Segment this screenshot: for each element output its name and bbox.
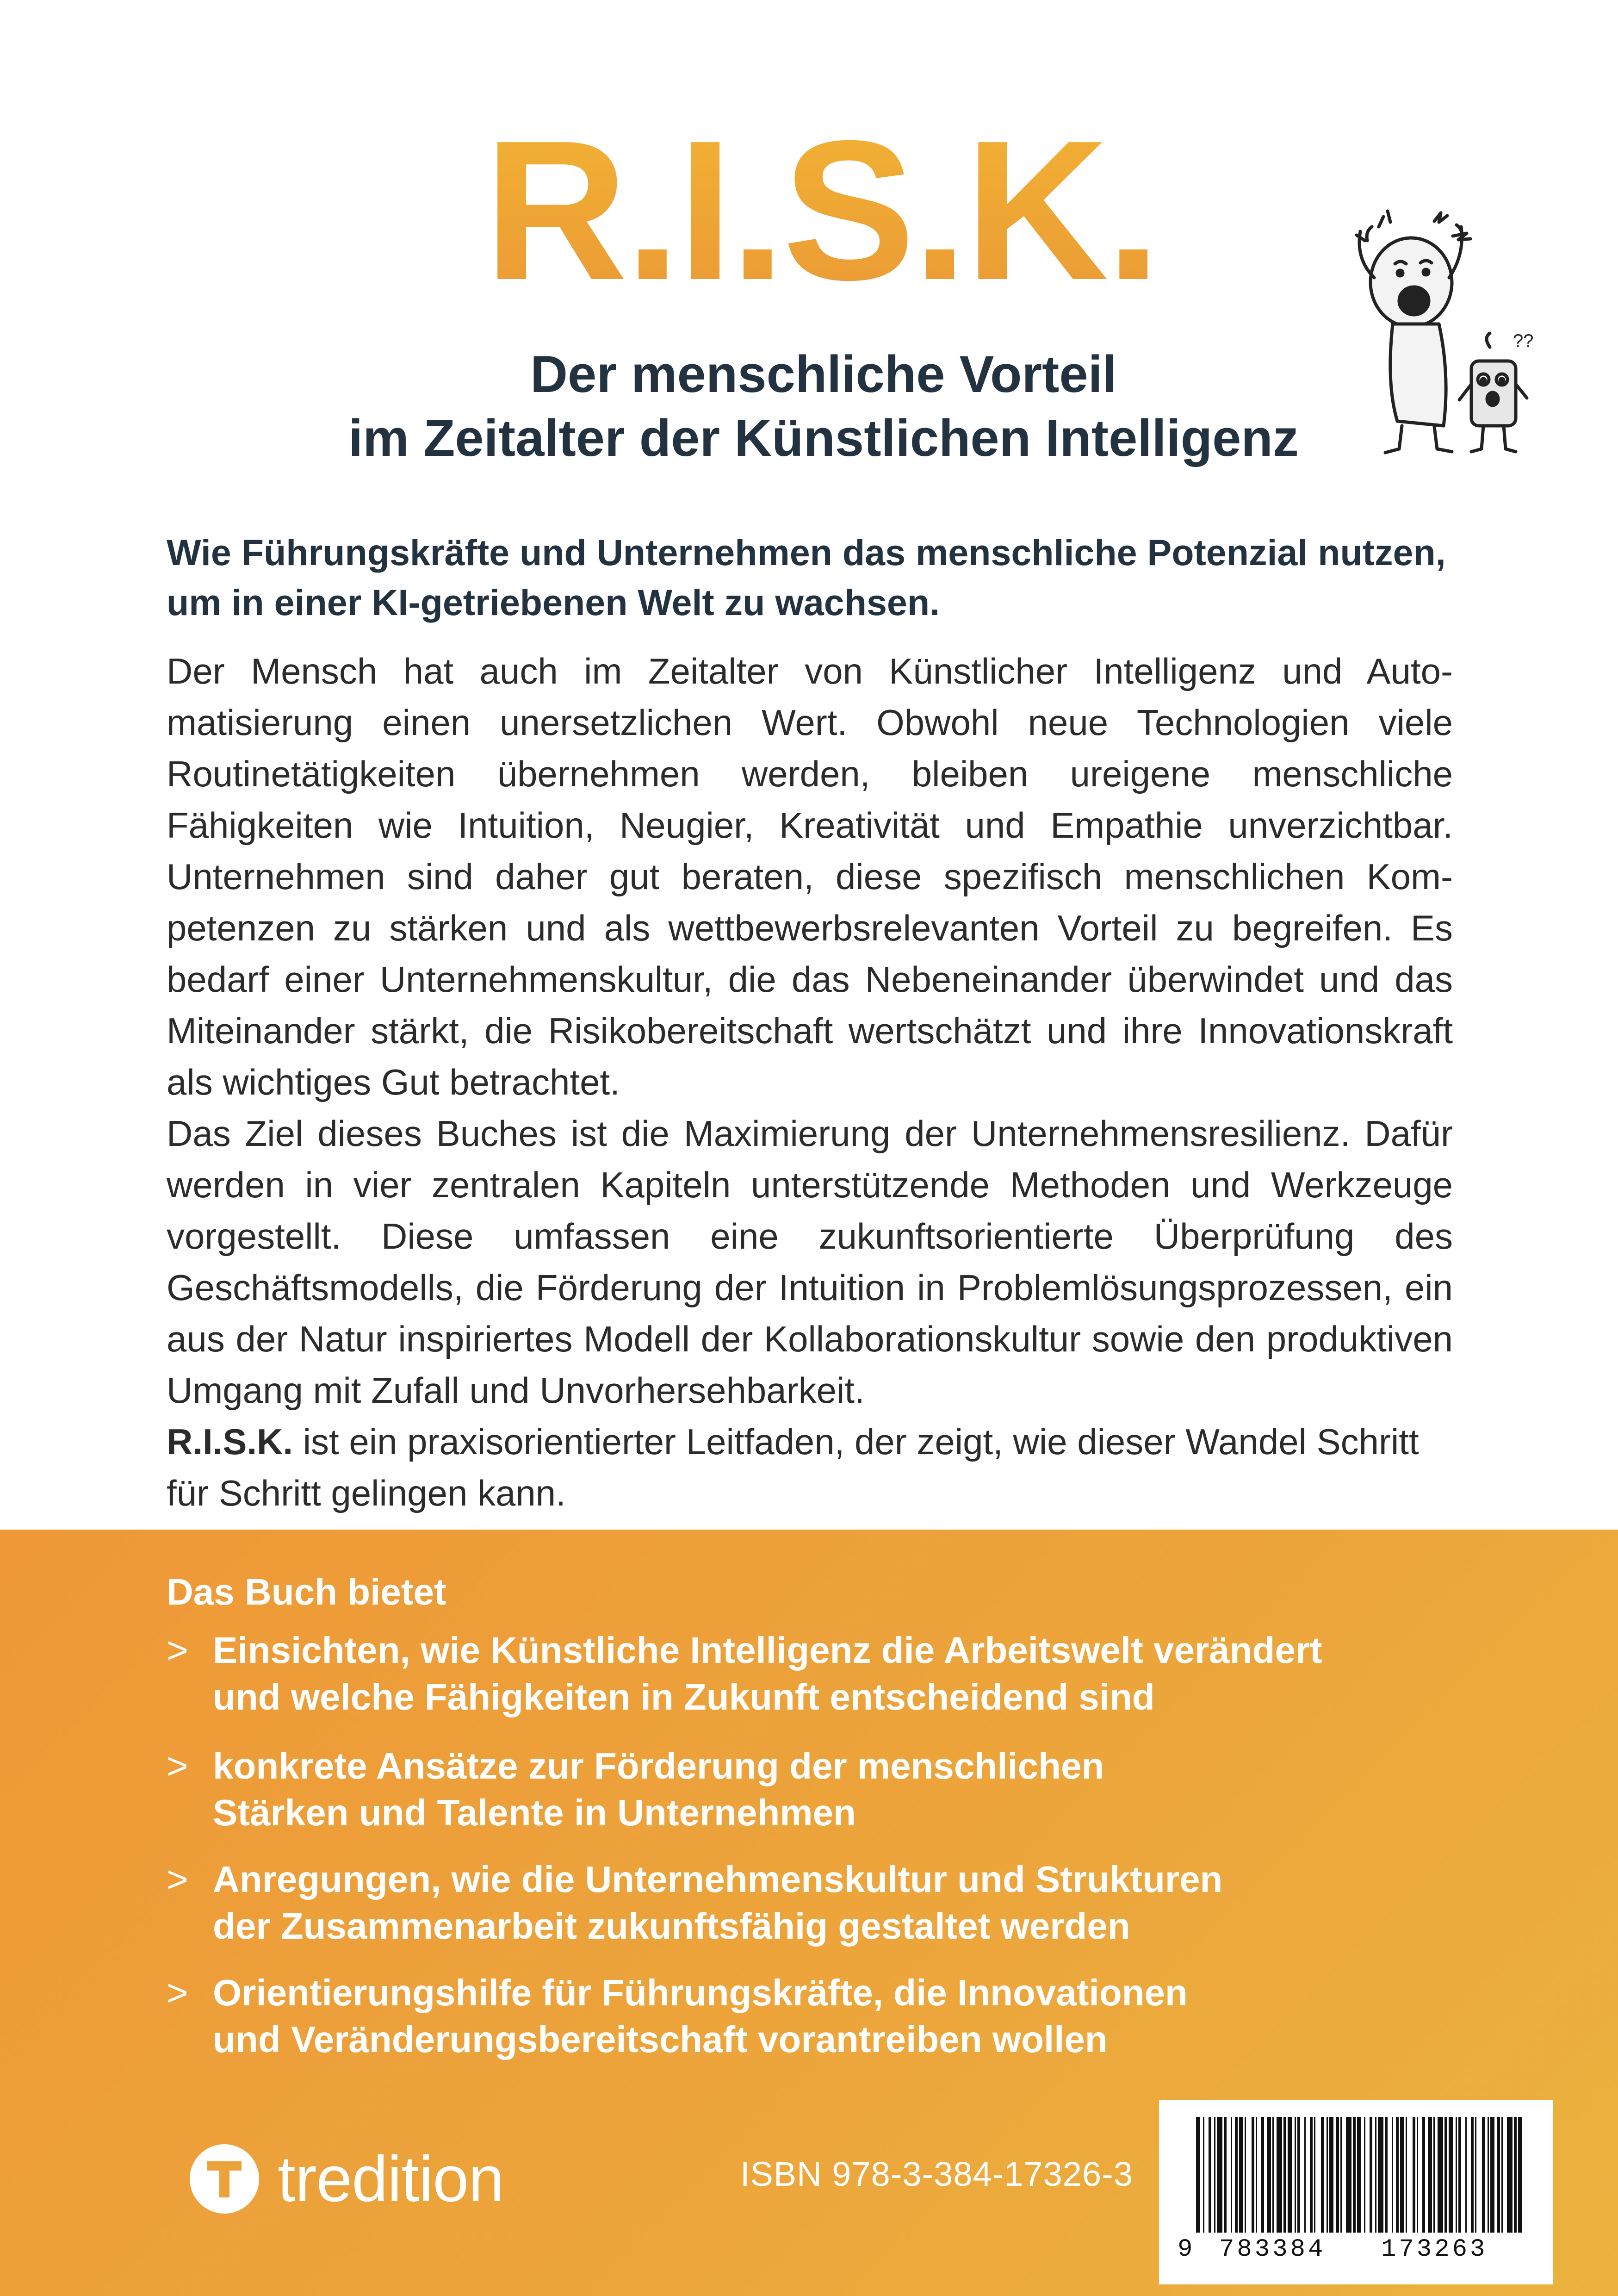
book-title: R.I.S.K. (474, 111, 1168, 310)
barcode-bar (1288, 2117, 1292, 2233)
barcode-bar (1196, 2117, 1200, 2233)
barcode-bar (1392, 2117, 1393, 2233)
blurb-paragraph-3-text: ist ein praxisorientierter Leitfaden, der zeigt, wie dieser Wandel Schritt für Schritt gelingen kann. (167, 1421, 1419, 1513)
lead-statement (167, 528, 1453, 628)
barcode-bar (1214, 2117, 1215, 2233)
offer-line-2: und Veränderungsbereitschaft vorantreiben wollen (213, 2019, 1108, 2060)
blurb-paragraph-1: Der Mensch hat auch im Zeitalter von Künstlicher Intelligenz und Automatisierung einen unersetzlichen Wert. Obwohl neue Technologien viele Routinetätigkeiten übernehmen werden, bleiben ureigene menschliche Fähigkeiten wie Intuition, Neugier, Kreativität und Empathie unverzichtbar. Unternehmen sind daher gut beraten, diese spezifisch menschlichen Kompetenzen zu stärken und als wettbewerbsrelevanten Vorteil zu begreifen. Es bedarf einer Unternehmenskultur, die das Nebeneinander überwindet und das Miteinander stärkt, die Risikobereitschaft wertschätzt und ihre Innovationskraft als wichtiges Gut betrachtet. (167, 651, 1453, 1102)
barcode-bar (1224, 2117, 1227, 2233)
chevron-right-icon: > (167, 1972, 188, 2013)
chevron-right-icon: > (167, 1745, 188, 1786)
barcode-bar (1203, 2117, 1204, 2233)
barcode-bar (1375, 2117, 1376, 2233)
barcode-bar (1488, 2117, 1489, 2233)
publisher-logo (190, 2142, 504, 2216)
barcode-bar (1283, 2117, 1286, 2233)
barcode-bar (1378, 2117, 1383, 2233)
barcode-bar (1340, 2117, 1342, 2233)
barcode-bar (1295, 2117, 1296, 2233)
barcode-bar (1400, 2117, 1404, 2233)
barcode-digits-left: 783384 (1219, 2235, 1326, 2264)
subtitle-line-2: im Zeitalter der Künstlichen Intelligenz (348, 409, 1299, 467)
chevron-right-icon: > (167, 1859, 188, 1900)
barcode-bar (1385, 2117, 1388, 2233)
barcode-bar (1239, 2117, 1243, 2233)
barcode-bar (1482, 2117, 1485, 2233)
offer-line-1: konkrete Ansätze zur Förderung der menschlichen (213, 1745, 1104, 1786)
blurb-paragraph-3 (167, 1416, 1453, 1519)
barcode-bar (1501, 2117, 1503, 2233)
barcode-digit-first: 9 (1178, 2235, 1193, 2264)
barcode-bar (1471, 2117, 1474, 2233)
barcode-bar (1490, 2117, 1494, 2233)
barcode-bar (1327, 2117, 1328, 2233)
barcode-bar (1497, 2117, 1500, 2233)
offer-line-2: Stärken und Talente in Unternehmen (213, 1792, 856, 1833)
barcode-bar (1458, 2117, 1461, 2233)
offer-line-1: Orientierungshilfe für Führungskräfte, die Innovationen (213, 1972, 1188, 2013)
lead-line-2: um in einer KI-getriebenen Welt zu wachsen. (167, 582, 940, 623)
chevron-right-icon: > (167, 1630, 188, 1671)
offer-item (167, 1856, 1462, 1949)
offer-item (167, 1627, 1462, 1720)
barcode-bar (1267, 2117, 1271, 2233)
question-marks: ?? (1513, 331, 1534, 351)
barcode-bar (1277, 2117, 1282, 2233)
barcode-bar (1417, 2117, 1418, 2233)
barcode-bar (1336, 2117, 1339, 2233)
barcode-bars (1178, 2117, 1535, 2242)
isbn-text: ISBN 978-3-384-17326-3 (740, 2155, 1133, 2193)
barcode-bar (1314, 2117, 1315, 2233)
publisher-mark-icon (190, 2144, 259, 2214)
barcode-bar (1475, 2117, 1476, 2233)
barcode-bar (1321, 2117, 1324, 2233)
offer-line-1: Einsichten, wie Künstliche Intelligenz die Arbeitswelt verändert (213, 1630, 1322, 1671)
offer-item (167, 1742, 1462, 1836)
lead-line-1: Wie Führungskräfte und Unternehmen das menschliche Potenzial nutzen, (167, 532, 1446, 573)
subtitle-line-1: Der menschliche Vorteil (530, 345, 1117, 403)
barcode-bar (1209, 2117, 1211, 2233)
stressed-figures-illustration (1346, 208, 1541, 467)
barcode-bar (1272, 2117, 1274, 2233)
barcode (1159, 2100, 1553, 2284)
barcode-digits (1178, 2235, 1535, 2268)
blurb-body (167, 646, 1453, 1519)
offer-line-1: Anregungen, wie die Unternehmenskultur und Strukturen (213, 1859, 1223, 1900)
barcode-bar (1514, 2117, 1517, 2233)
barcode-bar (1231, 2117, 1232, 2233)
blurb-risk-bold: R.I.S.K. (167, 1421, 293, 1462)
blurb-paragraph-2: Das Ziel dieses Buches ist die Maximierung der Unternehmensresilienz. Dafür werden in vier zentralen Kapiteln unterstützende Methoden und Werkzeuge vorgestellt. Diese umfassen eine zukunftsorientierte Überprüfung des Geschäftsmodells, die Förderung der Intuition in Problemlösungsprozessen, ein aus der Natur inspiriertes Modell der Kollaborationskultur sowie den produktiven Umgang mit Zufall und Unvorhersehbarkeit. (167, 1113, 1453, 1411)
publisher-name: tredition (278, 2142, 504, 2215)
barcode-bar (1346, 2117, 1351, 2233)
barcode-digits-right: 173263 (1381, 2235, 1488, 2264)
book-subtitle (296, 342, 1351, 470)
barcode-bar (1297, 2117, 1300, 2233)
barcode-bar (1261, 2117, 1264, 2233)
barcode-bar (1357, 2117, 1361, 2233)
barcode-bar (1329, 2117, 1333, 2233)
barcode-bar (1449, 2117, 1453, 2233)
barcode-bar (1406, 2117, 1407, 2233)
barcode-bar (1364, 2117, 1365, 2233)
offers-title: Das Buch bietet (167, 1571, 446, 1612)
barcode-bar (1310, 2117, 1313, 2233)
barcode-bar (1396, 2117, 1399, 2233)
barcode-bar (1444, 2117, 1447, 2233)
barcode-bar (1456, 2117, 1457, 2233)
barcode-bar (1428, 2117, 1432, 2233)
barcode-bar (1304, 2117, 1306, 2233)
barcode-bar (1507, 2117, 1513, 2233)
barcode-bar (1518, 2117, 1522, 2233)
barcode-bar (1370, 2117, 1372, 2233)
barcode-bar (1438, 2117, 1443, 2233)
barcode-bar (1235, 2117, 1238, 2233)
barcode-bar (1422, 2117, 1425, 2233)
offer-line-2: der Zusammenarbeit zukunftsfähig gestaltet werden (213, 1905, 1130, 1947)
barcode-bar (1256, 2117, 1257, 2233)
barcode-bar (1252, 2117, 1254, 2233)
barcode-bar (1413, 2117, 1415, 2233)
barcode-bar (1433, 2117, 1435, 2233)
barcode-bar (1353, 2117, 1356, 2233)
barcode-bar (1217, 2117, 1222, 2233)
barcode-bar (1465, 2117, 1467, 2233)
barcode-bar (1245, 2117, 1246, 2233)
offer-item (167, 1969, 1462, 2063)
offer-line-2: und welche Fähigkeiten in Zukunft entscheidend sind (213, 1676, 1155, 1717)
